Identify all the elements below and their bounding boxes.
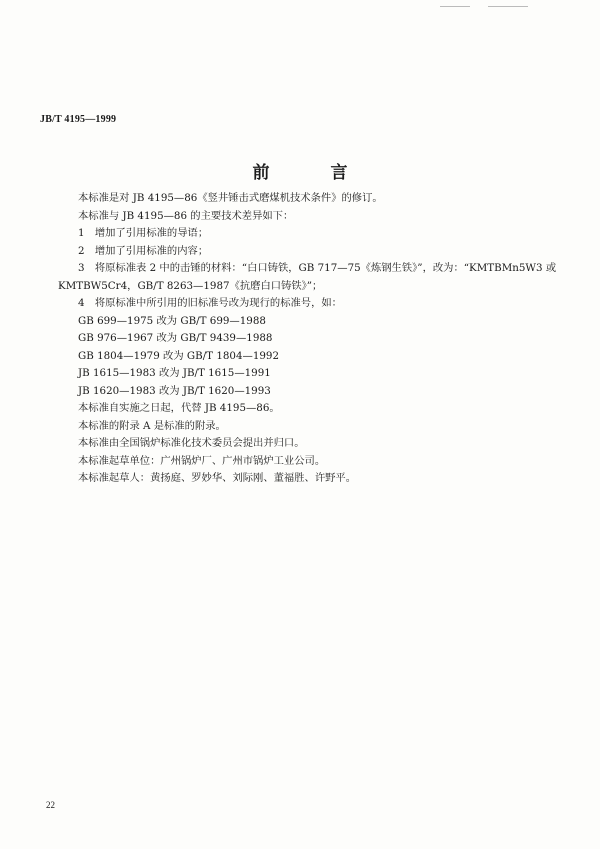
list-item: 1 增加了引用标准的导语； (78, 227, 209, 239)
page-title: 前 言 (252, 163, 370, 183)
paragraph: 本标准与 JB 4195—86 的主要技术差异如下： (78, 209, 294, 222)
standard-change: JB 1620—1983 改为 JB/T 1620—1993 (78, 384, 271, 397)
paragraph: 本标准的附录 A 是标准的附录。 (78, 419, 226, 432)
standard-change: JB 1615—1983 改为 JB/T 1615—1991 (78, 367, 271, 379)
list-item-continuation: KMTBW5Cr4，GB/T 8263—1987《抗磨白口铸铁》”； (58, 279, 323, 292)
standard-change: GB 699—1975 改为 GB/T 699—1988 (78, 314, 266, 327)
standard-change: GB 976—1967 改为 GB/T 9439—1988 (78, 332, 273, 344)
paragraph: 本标准由全国锅炉标准化技术委员会提出并归口。 (78, 437, 305, 449)
list-item: 4 将原标准中所引用的旧标准号改为现行的标准号，如： (78, 297, 342, 309)
scan-mark (440, 6, 470, 7)
page-number: 22 (46, 800, 55, 810)
standard-change: GB 1804—1979 改为 GB/T 1804—1992 (78, 349, 280, 362)
paragraph: 本标准起草单位：广州锅炉厂、广州市锅炉工业公司。 (78, 454, 326, 467)
list-item: 3 将原标准表 2 中的击锤的材料：“白口铸铁，GB 717—75《炼钢生铁》”，改为：“KMTBMn5W3 或 (78, 262, 557, 274)
paragraph: 本标准自实施之日起，代替 JB 4195—86。 (78, 402, 280, 414)
paragraph: 本标准是对 JB 4195—86《竖井锤击式磨煤机技术条件》的修订。 (78, 192, 383, 204)
scan-mark (488, 6, 528, 7)
body-text (58, 190, 558, 488)
paragraph: 本标准起草人：黄扬庭、罗妙华、刘际刚、董福胜、许野平。 (78, 472, 357, 484)
standard-code: JB/T 4195—1999 (40, 114, 117, 125)
list-item: 2 增加了引用标准的内容； (78, 244, 209, 257)
